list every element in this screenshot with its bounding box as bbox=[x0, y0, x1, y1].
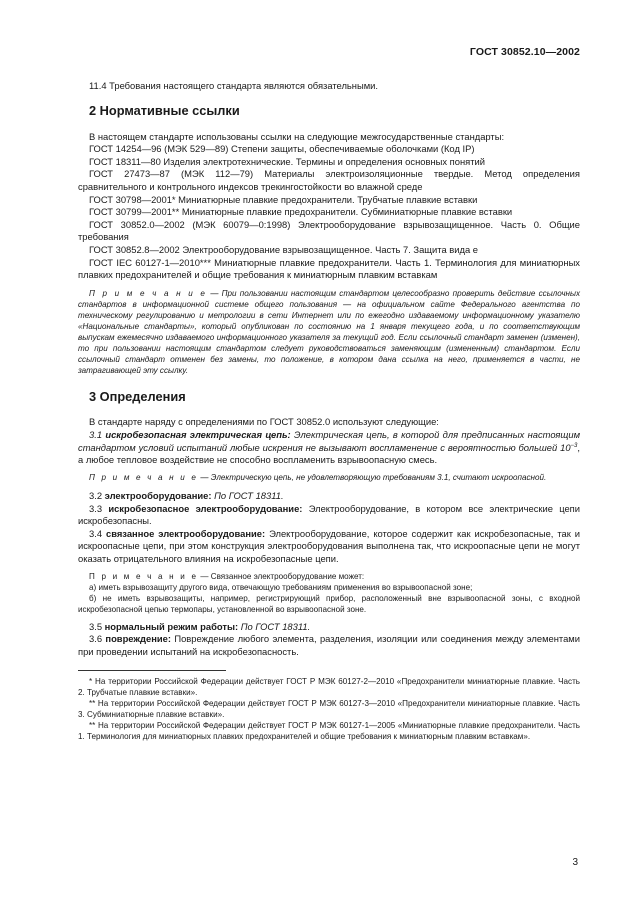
page-body bbox=[78, 80, 580, 742]
section-3-body bbox=[78, 416, 580, 466]
page-number: 3 bbox=[572, 857, 578, 868]
ref-item: ГОСТ 30798—2001* Миниатюрные плавкие предохранители. Трубчатые плавкие вставки bbox=[89, 193, 478, 205]
ref-item: ГОСТ IEC 60127-1—2010*** Миниатюрные плавкие предохранители. Часть 1. Терминология для миниатюрных плавких предохранителей и общие требования к миниатюрным плавким вставкам bbox=[78, 256, 580, 281]
section-2-heading: 2 Нормативные ссылки bbox=[89, 102, 240, 118]
footnote-item: ** На территории Российской Федерации действует ГОСТ Р МЭК 60127-3—2010 «Предохранители миниатюрные плавкие. Часть 3. Субминиатюрные плавкие вставки». bbox=[78, 698, 580, 719]
definition-3-4: 3.4 связанное электрооборудование: Электрооборудование, которое содержит как искробезопасные, так и искроопасные цепи, при этом конструкция электрооборудования выполнена так, что искроопасные цепи не могут оказать отрицательного влияния на искробезопасные цепи. bbox=[78, 527, 581, 564]
definitions-3-5-3-6 bbox=[78, 621, 580, 659]
note-3-1: П р и м е ч а н и е — Электрическую цепь, не удовлетворяющую требованиям 3.1, считают искроопасной. bbox=[89, 472, 547, 482]
ref-item: ГОСТ 30852.0—2002 (МЭК 60079—0:1998) Электрооборудование взрывозащищенное. Часть 0. Общие требования bbox=[78, 218, 580, 243]
footnotes bbox=[78, 676, 580, 743]
section-2-body bbox=[78, 131, 580, 282]
definitions-3-2-to-3-4 bbox=[78, 490, 580, 566]
definition-3-3: 3.3 искробезопасное электрооборудование: Электрооборудование, в котором все электрические цепи искробезопасны. bbox=[78, 502, 580, 527]
note-label: П р и м е ч а н и е bbox=[89, 288, 208, 298]
footnote-item: * На территории Российской Федерации действует ГОСТ Р МЭК 60127-2—2010 «Предохранители миниатюрные плавкие. Часть 2. Трубчатые плавкие вставки». bbox=[78, 676, 580, 697]
note-3-4: П р и м е ч а н и е — Связанное электрооборудование может: а) иметь взрывозащиту другого вида, отвечающую требованиям применения во взрывоопасной зоне; б) не иметь взрывозащиты, например, регистрирующий прибор, расположенный вне взрывоопасной зоны, с входной искробезопасной цепью термопары, установленной во взрывоопасной зоне. bbox=[78, 571, 580, 614]
section-2-lead: В настоящем стандарте использованы ссылки на следующие межгосударственные стандарты: bbox=[89, 130, 505, 142]
ref-item: ГОСТ 30799—2001** Миниатюрные плавкие предохранители. Субминиатюрные плавкие вставки bbox=[89, 206, 513, 218]
section-3-lead: В стандарте наряду с определениями по ГОСТ 30852.0 используют следующие: bbox=[89, 416, 439, 428]
running-header: ГОСТ 30852.10—2002 bbox=[469, 46, 580, 58]
definition-3-5: 3.5 нормальный режим работы: По ГОСТ 18311. bbox=[89, 620, 311, 632]
note-text: — При пользовании настоящим стандартом целесообразно проверить действие ссылочных стандартов в информационной системе общего пользования — на официальном сайте Федерального агентства по техническому регулированию и метрологии в сети Интернет или по ежегодно издаваемому информационному указателю «Национальные стандарты», который опубликован по состоянию на 1 января текущего года, и по соответствующим выпускам ежемесячно издаваемого информационного указателя за текущий год. Если ссылочный стандарт заменен (изменен), то при пользовании настоящим стандартом следует руководствоваться заменяющим (измененным) стандартом. Если ссылочный стандарт отменен без замены, то положение, в котором дана ссылка на него, применяется в части, не затрагивающей эту ссылку. bbox=[78, 288, 580, 376]
ref-item: ГОСТ 30852.8—2002 Электрооборудование взрывозащищенное. Часть 7. Защита вида е bbox=[89, 243, 478, 255]
definition-3-2: 3.2 электрооборудование: По ГОСТ 18311. bbox=[89, 489, 284, 501]
section-3-heading: 3 Определения bbox=[89, 389, 186, 405]
definition-3-1: 3.1 искробезопасная электрическая цепь: Электрическая цепь, в которой для предписанных настоящим стандартом условий испытаний любые искрения не вызывают воспламенение с вероятностью большей $10^{-3}$, а любое тепловое воздействие не способно воспламенить взрывоопасную смесь. bbox=[78, 429, 580, 466]
footnote-divider bbox=[78, 670, 226, 671]
footnote-item: ** На территории Российской Федерации действует ГОСТ Р МЭК 60127-1—2005 «Миниатюрные плавкие предохранители. Часть 1. Терминология для миниатюрных плавких предохранителей и общие требования к миниатюрным плавким вставкам». bbox=[78, 721, 580, 742]
ref-item: ГОСТ 18311—80 Изделия электротехнические. Термины и определения основных понятий bbox=[89, 155, 485, 167]
clause-11-4: 11.4 Требования настоящего стандарта являются обязательными. bbox=[89, 80, 378, 91]
section-2-note bbox=[78, 288, 580, 377]
ref-item: ГОСТ 27473—87 (МЭК 112—79) Материалы электроизоляционные твердые. Метод определения сравнительного и контрольного индексов трекингостойкости во влажной среде bbox=[78, 168, 580, 192]
definition-3-6: 3.6 повреждение: Повреждение любого элемента, разделения, изоляции или соединения между элементами при проведении испытаний на искробезопасность. bbox=[78, 633, 580, 658]
ref-item: ГОСТ 14254—96 (МЭК 529—89) Степени защиты, обеспечиваемые оболочками (Код IP) bbox=[89, 143, 475, 155]
